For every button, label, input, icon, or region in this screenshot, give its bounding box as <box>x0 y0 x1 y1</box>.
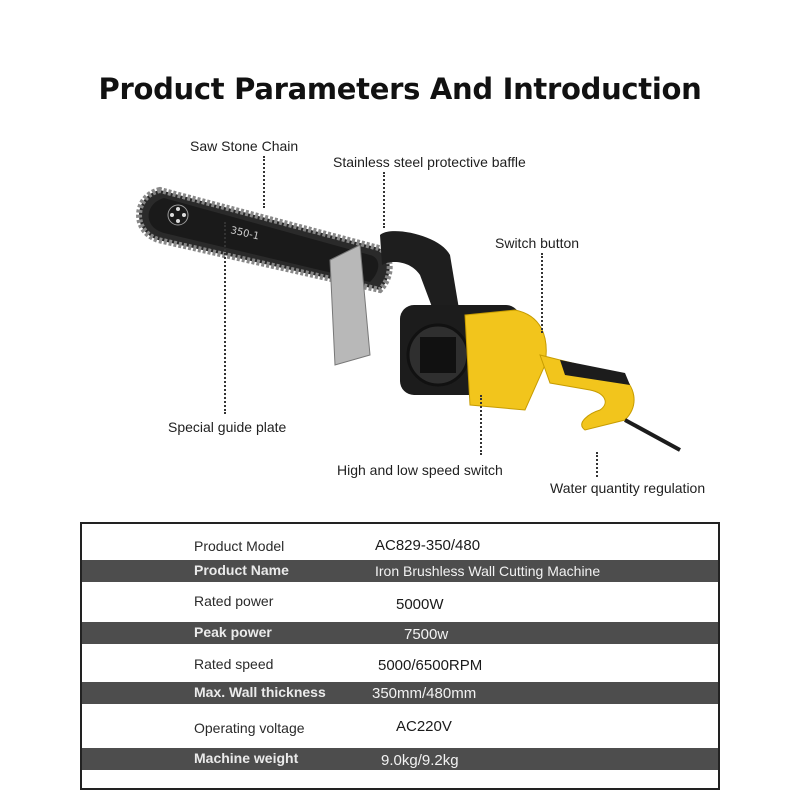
spec-row <box>82 682 718 704</box>
callout-special-guide-plate: Special guide plate <box>168 419 287 435</box>
callout-speed-switch: High and low speed switch <box>337 462 503 478</box>
spec-value: 9.0kg/9.2kg <box>381 752 459 769</box>
spec-label: Machine weight <box>194 750 299 766</box>
callout-line-baffle <box>383 172 385 228</box>
callout-line-chain <box>263 156 265 208</box>
spec-row <box>82 644 718 682</box>
spec-row <box>82 704 718 748</box>
callout-line-speed-switch <box>480 395 482 455</box>
spec-label: Max. Wall thickness <box>194 684 326 700</box>
spec-value: 5000/6500RPM <box>378 657 483 674</box>
spec-label: Rated speed <box>194 656 274 672</box>
spec-label: Operating voltage <box>194 720 305 736</box>
callout-switch-button: Switch button <box>495 235 580 251</box>
spec-row <box>82 622 718 644</box>
page-title: Product Parameters And Introduction <box>98 72 702 106</box>
callout-water-regulation: Water quantity regulation <box>550 480 706 496</box>
spec-label: Rated power <box>194 593 274 609</box>
spec-value: AC220V <box>396 718 452 735</box>
spec-row <box>82 560 718 582</box>
spec-label: Product Name <box>194 562 289 578</box>
callout-saw-stone-chain: Saw Stone Chain <box>190 138 299 154</box>
spec-value: Iron Brushless Wall Cutting Machine <box>375 563 601 579</box>
spec-label: Product Model <box>194 538 285 554</box>
spec-label: Peak power <box>194 624 272 640</box>
callout-line-guide-plate <box>224 222 226 414</box>
callout-line-water <box>596 452 598 477</box>
spec-row <box>82 748 718 770</box>
spec-table <box>80 522 720 790</box>
spec-value: 7500w <box>404 626 449 643</box>
spec-value: 5000W <box>396 596 444 613</box>
spec-row <box>82 532 718 562</box>
svg-text:350-1: 350-1 <box>229 225 261 243</box>
spec-row <box>82 582 718 622</box>
callout-line-switch <box>541 253 543 333</box>
spec-value: 350mm/480mm <box>372 685 477 702</box>
callout-stainless-baffle: Stainless steel protective baffle <box>333 154 526 170</box>
spec-value: AC829-350/480 <box>375 537 481 554</box>
